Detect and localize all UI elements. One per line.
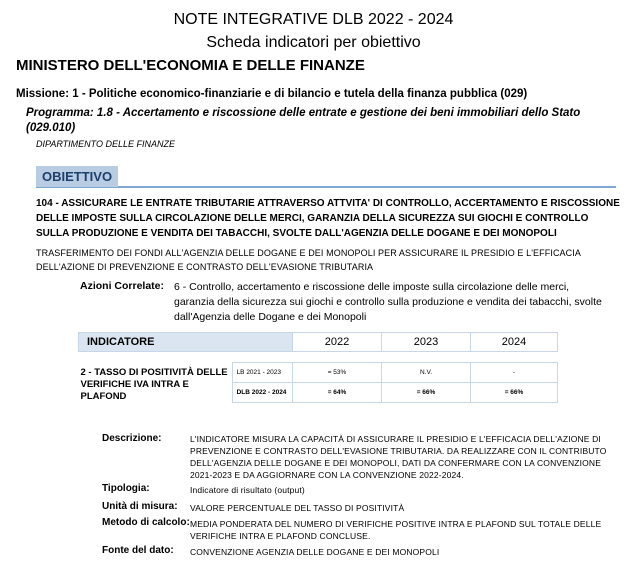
metodo-value: MEDIA PONDERATA DEL NUMERO DI VERIFICHE POSITIVE INTRA E PLAFOND SUL TOTALE DELLE VERIFICHE INTRA E PLAFOND CONCLUSE. (190, 519, 602, 541)
unita-value: VALORE PERCENTUALE DEL TASSO DI POSITIVITÀ (190, 503, 405, 513)
year-header: 2024 (471, 333, 558, 352)
document-subtitle: Scheda indicatori per obiettivo (206, 34, 421, 51)
table-cell: = 53% (293, 363, 382, 383)
unita-label: Unità di misura: (102, 501, 178, 512)
year-header: 2022 (293, 333, 382, 352)
indicator-table (78, 332, 558, 403)
year-header: 2023 (382, 333, 471, 352)
table-row (79, 363, 558, 383)
objective-divider (36, 186, 616, 188)
azioni-text: 6 - Controllo, accertamento e riscossione delle imposte sulla circolazione delle merci, garanzia della sicurezza sui giochi e controllo sulla produzione e vendita dei tabacchi, svolte dall'Agenzia delle Dogane e dei Monopoli (174, 281, 602, 323)
tipologia-label: Tipologia: (102, 483, 150, 494)
indicator-name: 2 - TASSO DI POSITIVITÀ DELLE VERIFICHE IVA INTRA E PLAFOND (80, 366, 228, 402)
objective-header (36, 166, 616, 187)
descrizione-label: Descrizione: (102, 433, 162, 444)
table-cell: = 64% (293, 383, 382, 403)
ministry-name: MINISTERO DELL'ECONOMIA E DELLE FINANZE (16, 57, 365, 74)
fonte-label: Fonte del dato: (102, 545, 174, 556)
fonte-value: CONVENZIONE AGENZIA DELLE DOGANE E DEI MONOPOLI (190, 547, 440, 557)
table-cell: = 66% (382, 383, 471, 403)
department-line: DIPARTIMENTO DELLE FINANZE (36, 139, 176, 149)
table-cell: = 66% (471, 383, 558, 403)
row-label: DLB 2022 - 2024 (232, 383, 292, 403)
objective-description: TRASFERIMENTO DEI FONDI ALL'AGENZIA DELLE DOGANE E DEI MONOPOLI PER ASSICURARE IL PRESIDIO E L'EFFICACIA DELL'AZIONE DI PREVENZIONE E CONTRASTO DELL'EVASIONE TRIBUTARIA (36, 248, 581, 272)
mission-line: Missione: 1 - Politiche economico-finanziarie e di bilancio e tutela della finanza pubblica (029) (16, 88, 528, 100)
table-cell: N.V. (382, 363, 471, 383)
indicator-header-row (79, 333, 558, 352)
row-label: LB 2021 - 2023 (232, 363, 292, 383)
indicator-header: INDICATORE (79, 333, 293, 352)
tipologia-value: Indicatore di risultato (output) (190, 485, 305, 495)
objective-title: 104 - ASSICURARE LE ENTRATE TRIBUTARIE ATTRAVERSO ATTVITA' DI CONTROLLO, ACCERTAMENTO E RISCOSSIONE DELLE IMPOSTE SULLA CIRCOLAZIONE DELLE MERCI, GARANZIA DELLA SICUREZZA SUI GIOCHI E CONTROLLO SULLA PRODUZIONE E VENDITA DEI TABACCHI, SVOLTE DALL'AGENZIA DELLE DOGANE E DEI MONOPOLI (36, 198, 620, 239)
metodo-label: Metodo di calcolo: (102, 517, 190, 528)
azioni-label: Azioni Correlate: (80, 280, 165, 292)
objective-label: OBIETTIVO (36, 166, 118, 187)
descrizione-value: L'INDICATORE MISURA LA CAPACITÀ DI ASSICURARE IL PRESIDIO E L'EFFICACIA DELL'AZIONE DI PREVENZIONE E CONTRASTO DELL'EVASIONE TRIBUTARIA. DA REALIZZARE CON IL CONTRIBUTO DELL'AGENZIA DELLE DOGANE E DEI MONOPOLI, DATI DA CONFERMARE CON LA CONVENZIONE 2021-2023 E DA AGGIORNARE CON LA CONVENZIONE 2022-2024. (190, 434, 607, 480)
spacer (79, 352, 558, 363)
program-line: Programma: 1.8 - Accertamento e riscossione delle entrate e gestione dei beni immobiliari dello Stato (029.010) (26, 107, 581, 134)
table-cell: - (471, 363, 558, 383)
document-title: NOTE INTEGRATIVE DLB 2022 - 2024 (173, 11, 454, 28)
